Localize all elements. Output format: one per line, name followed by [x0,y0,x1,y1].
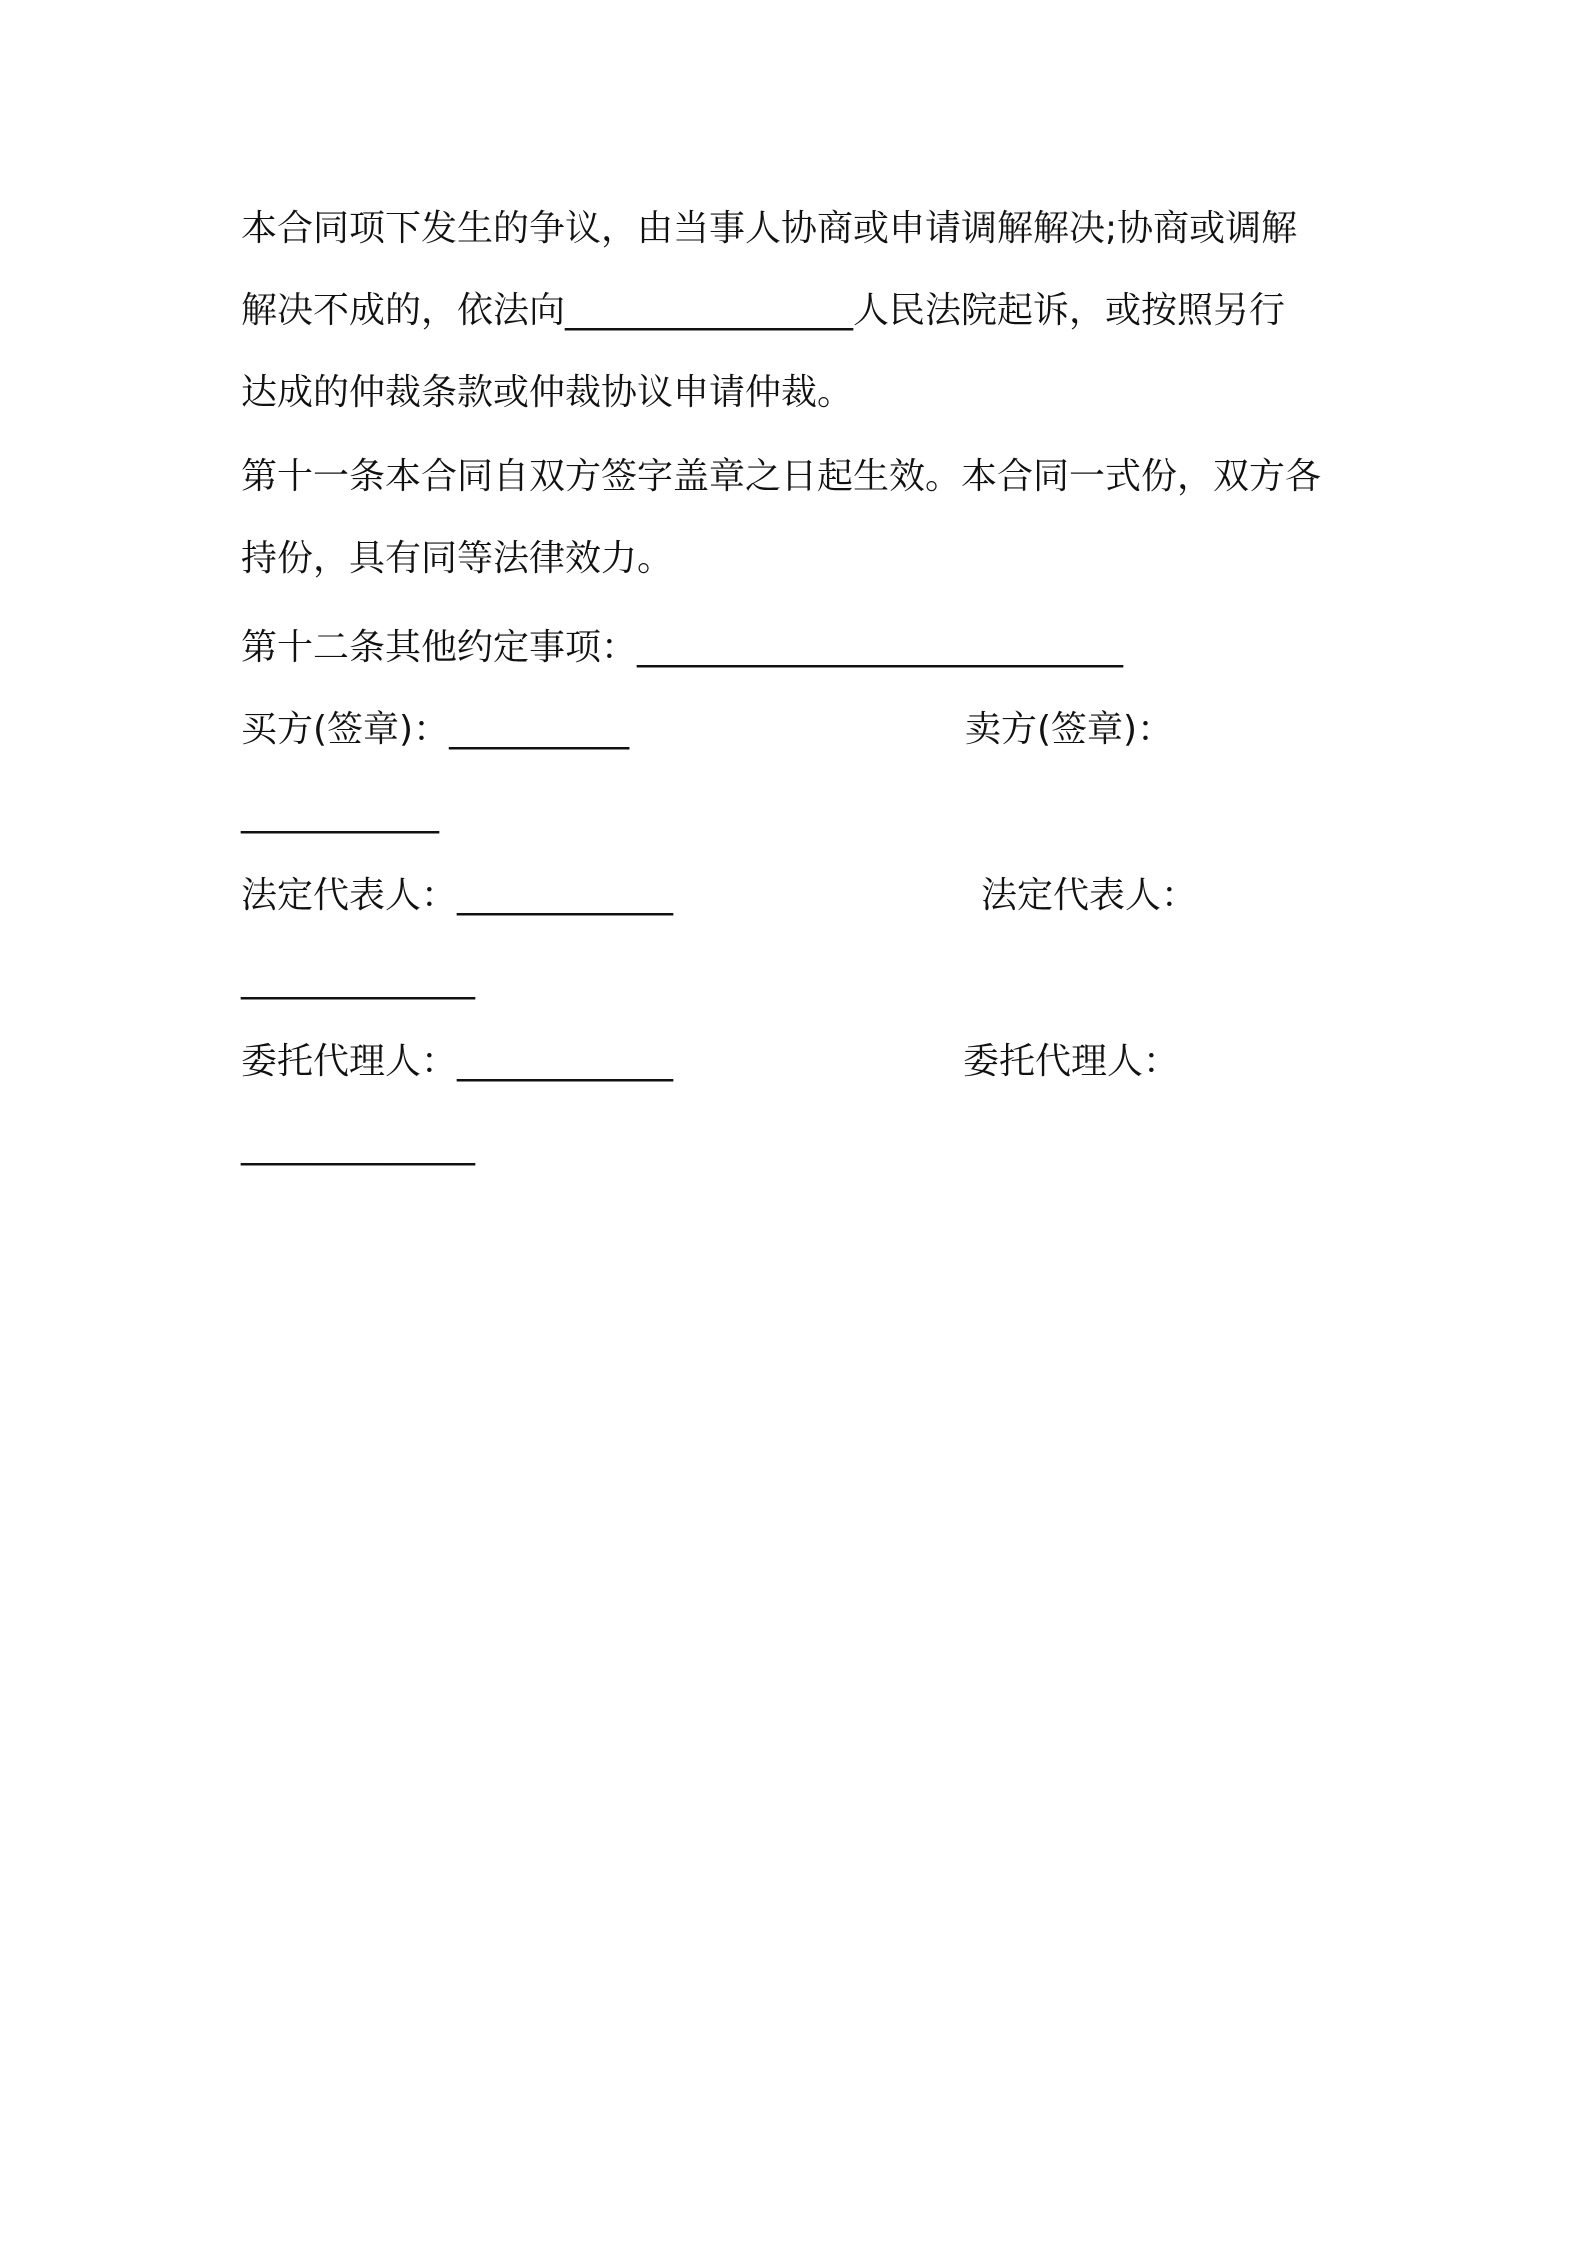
buyer-sign-line: 买方(签章)：__________ [241,709,630,750]
buyer-rep-line: 法定代表人：____________ [241,875,674,916]
seller-agent-label: 委托代理人： [963,1041,1180,1082]
article-12-line: 第十二条其他约定事项：___________________________ [241,627,1124,668]
seller-rep-label: 法定代表人： [981,875,1198,916]
seller-rep-blank: _____________ [241,959,475,1000]
article-11-line-2: 持份，具有同等法律效力。 [241,538,674,579]
seller-agent-blank: _____________ [241,1125,475,1166]
dispute-line-3: 达成的仲裁条款或仲裁协议申请仲裁。 [241,372,854,413]
buyer-agent-line: 委托代理人：____________ [241,1041,674,1082]
seller-sign-label: 卖方(签章)： [965,709,1174,750]
article-11-line-1: 第十一条本合同自双方签字盖章之日起生效。本合同一式份，双方各 [241,456,1322,497]
dispute-line-1: 本合同项下发生的争议，由当事人协商或申请调解解决;协商或调解 [241,208,1298,249]
seller-sign-blank: ___________ [241,793,439,834]
dispute-line-2: 解决不成的，依法向________________人民法院起诉，或按照另行 [241,290,1286,331]
